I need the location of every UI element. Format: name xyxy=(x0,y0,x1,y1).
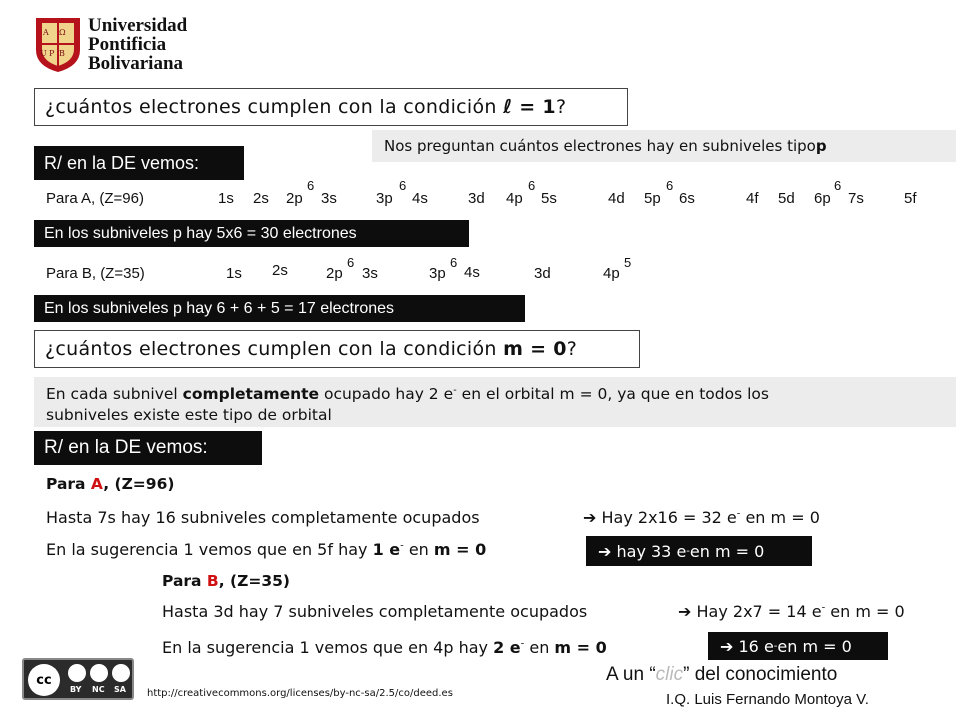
shield-icon xyxy=(32,14,84,74)
question-l1: ¿cuántos electrones cumplen con la condición ℓ = 1 ? xyxy=(34,88,628,126)
superscript: 6 xyxy=(347,255,355,270)
shield-letter: A xyxy=(43,28,49,37)
shield-letter: P xyxy=(49,49,55,58)
term: 3d xyxy=(534,265,551,282)
part-b-line1: Hasta 3d hay 7 subniveles completamente ocupados xyxy=(162,602,588,621)
cc-license-badge[interactable] xyxy=(22,658,134,700)
superscript: 6 xyxy=(450,255,458,270)
answer-label-1: R/ en la DE vemos: xyxy=(34,146,244,180)
author: I.Q. Luis Fernando Montoya V. xyxy=(666,691,869,708)
term: 3p xyxy=(376,190,393,207)
result-a: En los subniveles p hay 5x6 = 30 electrones xyxy=(34,220,469,247)
term: 4f xyxy=(746,190,759,207)
part-b-arrow1: ➔ Hay 2x7 = 14 e- en m = 0 xyxy=(678,602,905,621)
term: 5d xyxy=(778,190,795,207)
term: 2s xyxy=(272,262,288,279)
cc-icon: cc xyxy=(28,664,60,696)
part-b-result: ➔ 16 e - en m = 0 xyxy=(708,632,888,660)
term: 5s xyxy=(541,190,557,207)
term: 4p xyxy=(603,265,620,282)
term: 4s xyxy=(464,264,480,281)
part-b-title: Para B, (Z=35) xyxy=(162,572,290,590)
term: 2p xyxy=(326,265,343,282)
sa-icon xyxy=(112,664,130,682)
cc-label: NC xyxy=(92,685,105,694)
nc-icon xyxy=(90,664,108,682)
superscript: 6 xyxy=(834,178,842,193)
superscript: 6 xyxy=(399,178,407,193)
part-a-line1: Hasta 7s hay 16 subniveles completamente ocupados xyxy=(46,508,480,527)
superscript: 6 xyxy=(307,178,315,193)
part-a-arrow1: ➔ Hay 2x16 = 32 e- en m = 0 xyxy=(583,508,820,527)
condition: m = 0 xyxy=(503,338,567,360)
term: 2s xyxy=(253,190,269,207)
superscript: 6 xyxy=(666,178,674,193)
shield-letter: Ω xyxy=(59,28,66,37)
shield-letter: B xyxy=(59,49,65,58)
result-b: En los subniveles p hay 6 + 6 + 5 = 17 electrones xyxy=(34,295,525,322)
shield-letter: U xyxy=(40,49,47,58)
condition: ℓ = 1 xyxy=(503,96,556,118)
term: 4s xyxy=(412,190,428,207)
question-m0: ¿cuántos electrones cumplen con la condición m = 0 ? xyxy=(34,330,640,368)
term: 1s xyxy=(218,190,234,207)
config-b-label: Para B, (Z=35) xyxy=(46,265,145,282)
logo-line: Universidad xyxy=(88,15,188,36)
term: 4p xyxy=(506,190,523,207)
term: 5f xyxy=(904,190,917,207)
config-a-label: Para A, (Z=96) xyxy=(46,190,144,207)
term: 6p xyxy=(814,190,831,207)
arrow-right-icon: ➔ xyxy=(598,541,612,561)
hint-box-2: En cada subnivel completamente ocupado hay 2 e- en el orbital m = 0, ya que en todos los subniveles existe este tipo de orbital xyxy=(34,377,956,427)
part-b-line2: En la sugerencia 1 vemos que en 4p hay 2 e- en m = 0 xyxy=(162,638,607,657)
term: 5p xyxy=(644,190,661,207)
answer-label-2: R/ en la DE vemos: xyxy=(34,431,262,465)
term: 4d xyxy=(608,190,625,207)
part-a-result: ➔ hay 33 e - en m = 0 xyxy=(586,536,812,566)
term: 7s xyxy=(848,190,864,207)
term: 3p xyxy=(429,265,446,282)
university-logo xyxy=(24,14,189,76)
arrow-right-icon: ➔ xyxy=(583,508,597,527)
hint-box-1: Nos preguntan cuántos electrones hay en subniveles tipo p xyxy=(372,130,956,162)
term: 2p xyxy=(286,190,303,207)
superscript: 5 xyxy=(624,255,632,270)
part-a-line2: En la sugerencia 1 vemos que en 5f hay 1 e- en m = 0 xyxy=(46,540,487,559)
term: 1s xyxy=(226,265,242,282)
arrow-right-icon: ➔ xyxy=(678,602,692,621)
cc-label: BY xyxy=(70,685,82,694)
term: 3s xyxy=(362,265,378,282)
term: 3d xyxy=(468,190,485,207)
arrow-right-icon: ➔ xyxy=(720,636,734,656)
logo-line: Pontificia xyxy=(88,34,167,55)
term: 6s xyxy=(679,190,695,207)
by-icon xyxy=(68,664,86,682)
superscript: 6 xyxy=(528,178,536,193)
part-a-title: Para A, (Z=96) xyxy=(46,475,175,493)
logo-line: Bolivariana xyxy=(88,53,184,74)
license-url[interactable]: http://creativecommons.org/licenses/by-nc-sa/2.5/co/deed.es xyxy=(147,688,453,699)
slogan: A un “clic” del conocimiento xyxy=(606,664,838,685)
cc-label: SA xyxy=(114,685,126,694)
term: 3s xyxy=(321,190,337,207)
